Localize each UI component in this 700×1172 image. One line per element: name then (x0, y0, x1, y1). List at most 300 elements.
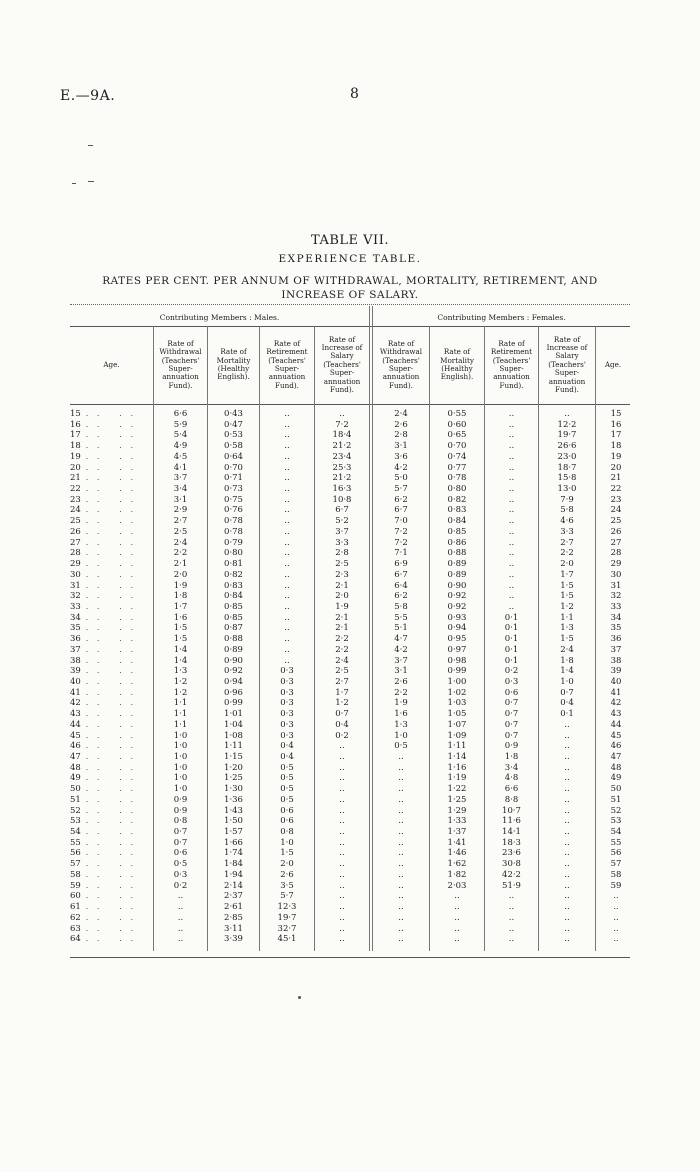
age-left-cell (70, 752, 142, 763)
age-left-cell (70, 548, 142, 559)
age-left-value: 15 (70, 409, 81, 419)
table-row (70, 484, 630, 495)
leader-dots: .. .. (85, 549, 142, 558)
female-salary-cell: 2·7 (560, 537, 574, 548)
leader-dots: .. .. (85, 624, 142, 633)
table-row (70, 559, 630, 570)
female-retirement-cell: .. (508, 419, 515, 430)
leader-dots: .. .. (85, 870, 142, 879)
female-mortality-cell: 0·95 (447, 634, 467, 645)
age-right-cell: 42 (610, 698, 622, 709)
female-mortality-cell: 1·03 (447, 698, 467, 709)
male-salary-cell: 2·4 (335, 655, 349, 666)
age-right-cell: 34 (610, 612, 622, 623)
female-retirement-cell: 0·1 (504, 623, 519, 634)
female-salary-cell: 26·6 (557, 441, 577, 452)
male-salary-cell: .. (339, 912, 345, 923)
leader-dots: .. .. (85, 592, 142, 601)
male-withdrawal-cell: 1·4 (173, 655, 188, 666)
female-mortality-cell: .. (454, 902, 460, 913)
female-withdrawal-cell: .. (398, 837, 404, 848)
female-salary-cell: .. (564, 719, 570, 730)
male-mortality-cell: 1·84 (224, 859, 243, 870)
male-mortality-cell: 1·94 (224, 869, 243, 880)
male-withdrawal-cell: 5·9 (173, 419, 188, 430)
age-right-cell: 35 (610, 623, 622, 634)
table-row (70, 656, 630, 667)
male-withdrawal-cell: 1·4 (173, 644, 188, 655)
male-retirement-cell: 19·7 (277, 912, 297, 923)
female-retirement-cell: 11·6 (502, 816, 521, 827)
female-retirement-cell: .. (508, 430, 515, 441)
female-withdrawal-cell: 6·4 (394, 580, 408, 591)
leader-dots: .. .. (85, 903, 142, 912)
female-withdrawal-cell: 6·2 (394, 494, 408, 505)
leader-dots: .. .. (85, 431, 142, 440)
male-withdrawal-cell: 1·2 (173, 687, 188, 698)
male-withdrawal-cell: 0·9 (173, 805, 188, 816)
age-right-cell: 47 (610, 752, 622, 762)
male-withdrawal-cell: 2·5 (173, 526, 188, 537)
female-mortality-cell: 0·94 (447, 623, 467, 634)
age-left-value: 25 (70, 516, 81, 527)
male-mortality-cell: 0·80 (224, 548, 243, 559)
female-retirement-cell: .. (508, 505, 515, 516)
male-withdrawal-cell: 1·0 (173, 730, 188, 741)
table-row (70, 441, 630, 452)
male-mortality-cell: 1·08 (224, 730, 243, 741)
leader-dots: .. .. (85, 517, 142, 526)
age-left-cell (70, 805, 142, 817)
male-withdrawal-cell: 4·5 (173, 451, 188, 462)
female-withdrawal-cell: 7·0 (394, 516, 408, 527)
age-left-value: 62 (70, 912, 81, 923)
table-row (70, 731, 630, 742)
age-right-cell: 44 (610, 719, 622, 730)
leader-dots: .. .. (85, 860, 142, 869)
male-retirement-cell: .. (284, 644, 290, 655)
female-withdrawal-cell: 5·8 (394, 601, 408, 612)
age-left-value: 32 (70, 591, 81, 602)
male-salary-cell: .. (339, 762, 345, 773)
female-salary-cell: 2·2 (560, 548, 574, 559)
male-salary-cell: 1·7 (335, 687, 349, 698)
age-left-cell (70, 484, 142, 495)
female-salary-cell: .. (564, 869, 570, 880)
age-left-cell (70, 719, 142, 731)
female-withdrawal-cell: .. (398, 762, 404, 773)
age-left-value: 56 (70, 848, 81, 859)
table-row (70, 527, 630, 538)
age-right-cell: 19 (610, 451, 622, 462)
female-retirement-cell: .. (508, 548, 515, 559)
scan-mark (88, 181, 94, 182)
table-row (70, 827, 630, 838)
female-salary-cell: 1·3 (560, 623, 574, 634)
female-retirement-cell: 14·1 (502, 827, 521, 838)
table-row (70, 698, 630, 709)
table-row (70, 752, 630, 763)
female-retirement-cell: 0·7 (504, 698, 519, 709)
male-mortality-cell: 0·76 (224, 505, 243, 516)
header-bottom-rule (70, 404, 630, 405)
age-left-cell (70, 526, 142, 538)
female-salary-cell: 0·1 (560, 709, 574, 720)
male-mortality-cell: 0·90 (224, 655, 243, 666)
female-mortality-cell: 0·89 (447, 569, 467, 580)
female-mortality-cell: 1·62 (447, 859, 467, 870)
female-salary-cell: 1·4 (560, 666, 574, 677)
male-mortality-cell: 0·96 (224, 687, 243, 698)
table-row (70, 452, 630, 463)
male-retirement-cell: .. (284, 409, 290, 419)
leader-dots: .. .. (85, 892, 142, 901)
female-retirement-cell: .. (508, 451, 515, 462)
female-withdrawal-cell: 6·7 (394, 569, 408, 580)
age-left-cell (70, 409, 142, 420)
female-salary-cell: 2·0 (560, 559, 574, 570)
age-right-cell: 55 (610, 837, 622, 848)
column-header-male-retirement: Rate of Retirement (Teachers' Super-annuation Fund). (266, 338, 308, 390)
male-mortality-cell: 1·36 (224, 794, 243, 805)
female-retirement-cell: 51·9 (502, 880, 521, 891)
male-salary-cell: 10·8 (332, 494, 352, 505)
male-salary-cell: 2·8 (335, 548, 349, 559)
column-header-male-mortality: Rate of Mortality (Healthy English). (216, 347, 251, 382)
age-right-cell: .. (613, 891, 619, 902)
table-row (70, 602, 630, 613)
female-mortality-cell: 1·02 (447, 687, 467, 698)
age-left-value: 21 (70, 473, 81, 484)
female-salary-cell: .. (564, 805, 570, 816)
age-left-value: 17 (70, 430, 81, 441)
table-subtitle: EXPERIENCE TABLE. (278, 253, 422, 265)
female-withdrawal-cell: 2·8 (394, 430, 408, 441)
male-salary-cell: 6·7 (335, 505, 349, 516)
female-withdrawal-cell: .. (398, 902, 404, 913)
age-left-value: 26 (70, 526, 81, 537)
male-withdrawal-cell: 4·1 (173, 462, 188, 473)
age-right-cell: 45 (610, 730, 622, 741)
age-left-cell (70, 430, 142, 441)
table-row (70, 591, 630, 602)
column-header-female-retirement: Rate of Retirement (Teachers' Super-annuation Fund). (490, 338, 533, 390)
male-retirement-cell: 32·7 (277, 923, 297, 934)
female-retirement-cell: 0·7 (504, 719, 519, 730)
male-salary-cell: .. (339, 869, 345, 880)
female-withdrawal-cell: .. (398, 827, 404, 838)
female-retirement-cell: .. (508, 462, 515, 473)
female-withdrawal-cell: 3·6 (394, 451, 408, 462)
female-salary-cell: .. (564, 816, 570, 827)
male-mortality-cell: 1·50 (224, 816, 243, 827)
leader-dots: .. .. (85, 753, 142, 761)
female-retirement-cell: 10·7 (502, 805, 521, 816)
male-retirement-cell: 2·0 (280, 859, 294, 870)
male-retirement-cell: .. (284, 473, 290, 484)
female-withdrawal-cell: .. (398, 848, 404, 859)
male-mortality-cell: 0·43 (224, 409, 243, 419)
male-salary-cell: .. (339, 784, 345, 795)
male-mortality-cell: 0·73 (224, 484, 243, 495)
male-salary-cell: 16·3 (332, 484, 352, 495)
scan-mark (298, 996, 301, 999)
male-salary-cell: 23·4 (332, 451, 352, 462)
female-withdrawal-cell: 7·2 (394, 537, 408, 548)
leader-dots: .. .. (85, 581, 142, 590)
table-row (70, 709, 630, 720)
male-withdrawal-cell: 1·7 (173, 601, 188, 612)
leader-dots: .. .. (85, 570, 142, 579)
male-withdrawal-cell: 1·0 (173, 752, 188, 762)
female-retirement-cell: 42·2 (502, 869, 521, 880)
male-withdrawal-cell: 0·2 (173, 880, 188, 891)
female-withdrawal-cell: 7·2 (394, 526, 408, 537)
leader-dots: .. .. (85, 602, 142, 611)
female-withdrawal-cell: 6·9 (394, 559, 408, 570)
female-retirement-cell: 1·8 (504, 752, 519, 762)
male-retirement-cell: .. (284, 601, 290, 612)
male-mortality-cell: 2·14 (224, 880, 243, 891)
male-salary-cell: .. (339, 891, 345, 902)
male-mortality-cell: 0·83 (224, 580, 243, 591)
age-left-value: 39 (70, 666, 81, 677)
male-withdrawal-cell: 1·6 (173, 612, 188, 623)
age-left-cell (70, 580, 142, 592)
age-right-cell: 21 (610, 473, 622, 484)
male-retirement-cell: 12·3 (277, 902, 297, 913)
male-mortality-cell: 1·57 (224, 827, 243, 838)
column-header-male-withdrawal: Rate of Withdrawal (Teachers' Super-annuation Fund). (159, 338, 202, 390)
age-right-cell: 33 (610, 601, 622, 612)
female-retirement-cell: 0·7 (504, 730, 519, 741)
female-retirement-cell: .. (508, 559, 515, 570)
female-salary-cell: 1·5 (560, 580, 574, 591)
male-salary-cell: 21·2 (332, 441, 352, 452)
female-salary-cell: 2·4 (560, 644, 574, 655)
female-withdrawal-cell: 3·1 (394, 666, 408, 677)
female-retirement-cell: 0·3 (504, 676, 519, 687)
male-salary-cell: .. (339, 794, 345, 805)
female-mortality-cell: 1·11 (447, 741, 467, 752)
age-left-value: 22 (70, 484, 81, 495)
male-mortality-cell: 0·71 (224, 473, 243, 484)
female-salary-cell: .. (564, 827, 570, 838)
male-mortality-cell: 1·66 (224, 837, 243, 848)
age-left-cell (70, 698, 142, 709)
female-mortality-cell: 0·92 (447, 591, 467, 602)
group-header-rule (70, 326, 630, 327)
male-withdrawal-cell: 2·0 (173, 569, 188, 580)
female-salary-cell: .. (564, 934, 570, 945)
female-salary-cell: .. (564, 794, 570, 805)
female-withdrawal-cell: 4·2 (394, 644, 408, 655)
male-withdrawal-cell: 1·5 (173, 634, 188, 645)
female-retirement-cell: .. (508, 912, 515, 923)
female-salary-cell: 0·7 (560, 687, 574, 698)
leader-dots: .. .. (85, 420, 142, 429)
female-salary-cell: .. (564, 730, 570, 741)
male-mortality-cell: 2·85 (224, 912, 243, 923)
leader-dots: .. .. (85, 495, 142, 504)
female-withdrawal-cell: 2·2 (394, 687, 408, 698)
leader-dots: .. .. (85, 785, 142, 794)
table-row (70, 816, 630, 827)
female-retirement-cell: .. (508, 537, 515, 548)
scan-mark (88, 145, 93, 146)
female-salary-cell: .. (564, 891, 570, 902)
male-salary-cell: .. (339, 409, 345, 419)
leader-dots: .. .. (85, 677, 142, 686)
male-salary-cell: .. (339, 837, 345, 848)
male-mortality-cell: 0·53 (224, 430, 243, 441)
male-mortality-cell: 1·43 (224, 805, 243, 816)
age-left-cell (70, 934, 142, 945)
age-right-cell: 16 (610, 419, 622, 430)
female-withdrawal-cell: 5·1 (394, 623, 408, 634)
age-left-value: 49 (70, 773, 81, 784)
male-retirement-cell: 0·3 (280, 676, 294, 687)
male-mortality-cell: 0·85 (224, 601, 243, 612)
female-retirement-cell: 4·8 (504, 773, 519, 784)
age-left-cell (70, 569, 142, 581)
female-salary-cell: .. (564, 848, 570, 859)
female-mortality-cell: 1·19 (447, 773, 467, 784)
female-mortality-cell: 0·92 (447, 601, 467, 612)
age-left-value: 27 (70, 537, 81, 548)
female-mortality-cell: 1·14 (447, 752, 467, 762)
female-mortality-cell: 1·22 (447, 784, 467, 795)
male-withdrawal-cell: 0·7 (173, 837, 188, 848)
female-salary-cell: 1·2 (560, 601, 574, 612)
male-withdrawal-cell: 1·1 (173, 698, 188, 709)
age-left-cell (70, 601, 142, 613)
male-salary-cell: 1·2 (335, 698, 349, 709)
table-row (70, 773, 630, 784)
female-withdrawal-cell: .. (398, 784, 404, 795)
female-salary-cell: 1·7 (560, 569, 574, 580)
age-left-cell (70, 655, 142, 667)
female-mortality-cell: 1·09 (447, 730, 467, 741)
male-mortality-cell: 2·37 (224, 891, 243, 902)
page-reference: E.—9A. (60, 88, 116, 104)
female-mortality-cell: 1·33 (447, 816, 467, 827)
female-salary-cell: 0·4 (560, 698, 574, 709)
age-left-cell (70, 505, 142, 516)
age-left-value: 44 (70, 719, 81, 730)
female-mortality-cell: 0·74 (447, 451, 467, 462)
table-row (70, 538, 630, 549)
female-mortality-cell: 0·98 (447, 655, 467, 666)
male-retirement-cell: .. (284, 548, 290, 559)
female-retirement-cell: .. (508, 591, 515, 602)
age-right-cell: 50 (610, 784, 622, 795)
male-mortality-cell: 0·79 (224, 537, 243, 548)
column-header-female-salary: Rate of Increase of Salary (Teachers' Super-annuation Fund). (546, 334, 588, 395)
female-retirement-cell: .. (508, 902, 515, 913)
age-left-cell (70, 516, 142, 527)
male-mortality-cell: 0·81 (224, 559, 243, 570)
female-mortality-cell: 0·85 (447, 526, 467, 537)
age-left-cell (70, 816, 142, 827)
male-retirement-cell: 0·5 (280, 794, 294, 805)
male-withdrawal-cell: 0·8 (173, 816, 188, 827)
age-left-cell (70, 441, 142, 452)
female-mortality-cell: 0·89 (447, 559, 467, 570)
leader-dots: .. .. (85, 731, 142, 740)
group-header-males: Contributing Members : Males. (159, 313, 280, 322)
age-left-value: 53 (70, 816, 81, 827)
age-left-cell (70, 730, 142, 742)
male-withdrawal-cell: 0·5 (173, 859, 188, 870)
scan-mark (72, 183, 76, 184)
female-withdrawal-cell: 4·7 (394, 634, 408, 645)
table-row (70, 741, 630, 752)
male-retirement-cell: .. (284, 559, 290, 570)
male-salary-cell: 3·7 (335, 526, 349, 537)
age-left-value: 35 (70, 623, 81, 634)
female-withdrawal-cell: 2·6 (394, 676, 408, 687)
age-left-value: 54 (70, 827, 81, 838)
male-retirement-cell: 0·4 (280, 741, 294, 752)
leader-dots: .. .. (85, 485, 142, 494)
age-left-value: 36 (70, 634, 81, 645)
age-left-cell (70, 784, 142, 795)
female-retirement-cell: .. (508, 891, 515, 902)
female-mortality-cell: 1·37 (447, 827, 467, 838)
age-left-cell (70, 687, 142, 699)
male-salary-cell: 2·5 (335, 666, 349, 677)
age-left-value: 59 (70, 880, 81, 891)
male-salary-cell: 2·2 (335, 634, 349, 645)
age-left-cell (70, 537, 142, 549)
age-right-cell: 15 (610, 409, 622, 419)
female-salary-cell: 13·0 (557, 484, 577, 495)
male-salary-cell: 2·3 (335, 569, 349, 580)
male-withdrawal-cell: 6·6 (173, 409, 188, 419)
male-salary-cell: 0·4 (335, 719, 349, 730)
female-retirement-cell: 23·6 (502, 848, 521, 859)
table-bottom-rule (70, 957, 630, 958)
female-withdrawal-cell: .. (398, 773, 404, 784)
age-right-cell: 30 (610, 569, 622, 580)
male-salary-cell: .. (339, 827, 345, 838)
female-withdrawal-cell: 6·7 (394, 505, 408, 516)
male-withdrawal-cell: 1·0 (173, 741, 188, 752)
age-left-cell (70, 848, 142, 859)
table-row (70, 784, 630, 795)
male-withdrawal-cell: 1·8 (173, 591, 188, 602)
male-withdrawal-cell: 2·2 (173, 548, 188, 559)
age-left-value: 20 (70, 462, 81, 473)
male-withdrawal-cell: 1·9 (173, 580, 188, 591)
female-mortality-cell: 0·55 (447, 409, 467, 419)
male-retirement-cell: 0·3 (280, 719, 294, 730)
age-left-value: 42 (70, 698, 81, 709)
male-mortality-cell: 1·20 (224, 762, 243, 773)
table-row (70, 570, 630, 581)
female-withdrawal-cell: .. (398, 923, 404, 934)
female-withdrawal-cell: 5·7 (394, 484, 408, 495)
female-mortality-cell: 0·93 (447, 612, 467, 623)
male-mortality-cell: 0·78 (224, 516, 243, 527)
male-retirement-cell: .. (284, 505, 290, 516)
table-row (70, 548, 630, 559)
age-right-cell: 53 (610, 816, 622, 827)
column-header-female-withdrawal: Rate of Withdrawal (Teachers' Super-annuation Fund). (379, 338, 423, 390)
group-header-females: Contributing Members : Females. (437, 313, 566, 322)
male-salary-cell: .. (339, 848, 345, 859)
